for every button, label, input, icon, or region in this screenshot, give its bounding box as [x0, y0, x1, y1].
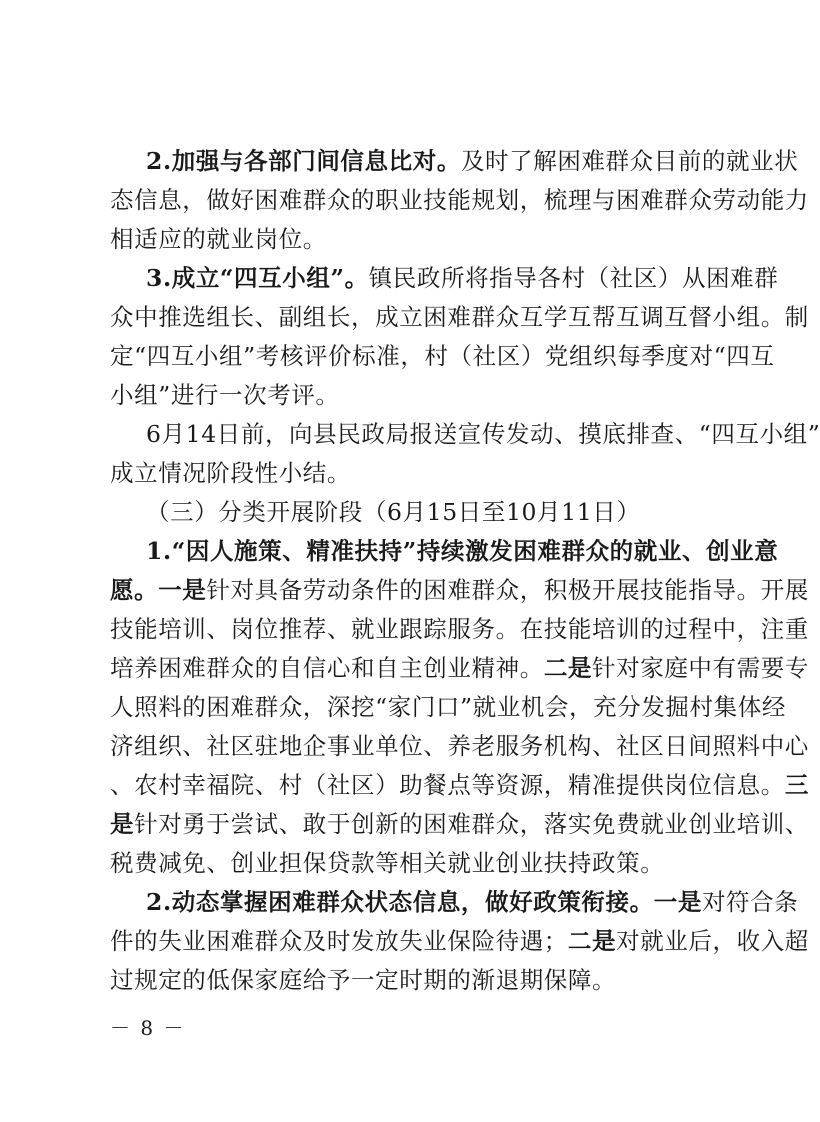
- section2-line1: [146, 146, 799, 176]
- item1-heading-line1: 1.“因人施策、精准扶持”持续激发困难群众的就业、创业意: [146, 537, 779, 565]
- section2-heading: 2.加强与各部门间信息比对。: [146, 147, 461, 175]
- deadline-note-line1: 6月14日前，向县民政局报送宣传发动、摸底排查、“四互小组”: [146, 420, 820, 448]
- item1-line2: [110, 575, 809, 605]
- item1-line3: 技能培训、岗位推荐、就业跟踪服务。在技能培训的过程中，注重: [110, 615, 809, 643]
- section3-heading: 3.成立“四互小组”。: [146, 264, 369, 292]
- page-number: － 8 －: [110, 1016, 186, 1040]
- item1-label-three-b: 是: [110, 810, 135, 838]
- section2-line3: 相适应的就业岗位。: [110, 225, 327, 253]
- item1-line5: 人照料的困难群众，深挖“家门口”就业机会，充分发掘村集体经: [110, 693, 786, 721]
- item2-line2-start: 件的失业困难群众及时发放失业保险待遇；: [110, 927, 568, 955]
- section3-line1: [146, 263, 779, 293]
- item2-line2-rest: 对就业后，收入超: [616, 927, 809, 955]
- deadline-note-line2: 成立情况阶段性小结。: [110, 459, 351, 487]
- item1-heading-line2: 愿。: [110, 576, 159, 604]
- item1-label-one: 一是: [158, 576, 207, 604]
- item1-line4: [110, 653, 809, 683]
- item1-line2-text: 针对具备劳动条件的困难群众，积极开展技能指导。开展: [206, 576, 809, 604]
- section3-line1-text: 镇民政所将指导各村（社区）从困难群: [368, 264, 779, 292]
- item2-line2: [110, 926, 809, 956]
- item1-line4-rest: 针对家庭中有需要专: [592, 654, 809, 682]
- item2-line3: 过规定的低保家庭给予一定时期的渐退期保障。: [110, 966, 617, 994]
- item1-line9: 税费减免、创业担保贷款等相关就业创业扶持政策。: [110, 849, 665, 877]
- item1-label-three-a: 三: [784, 771, 809, 799]
- item1-line6: 济组织、社区驻地企事业单位、养老服务机构、社区日间照料中心: [110, 732, 809, 760]
- item1-line8-rest: 针对勇于尝试、敢于创新的困难群众，落实免费就业创业培训、: [134, 810, 809, 838]
- section3-line3: 定“四互小组”考核评价标准，村（社区）党组织每季度对“四互: [110, 342, 775, 370]
- item2-label-two: 二是: [567, 927, 617, 955]
- item2-line1-rest: 对符合条: [701, 888, 799, 916]
- section2-line1-text: 及时了解困难群众目前的就业状: [460, 147, 799, 175]
- section3-line2: 众中推选组长、副组长，成立困难群众互学互帮互调互督小组。制: [110, 303, 809, 331]
- item2-label-one: 一是: [653, 888, 702, 916]
- phase-heading: （三）分类开展阶段（6月15日至10月11日）: [146, 498, 641, 526]
- item1-line7: [110, 770, 809, 800]
- section3-line4: 小组”进行一次考评。: [110, 381, 340, 409]
- item1-line4-start: 培养困难群众的自信心和自主创业精神。: [110, 654, 544, 682]
- item1-line7-start: 、农村幸福院、村（社区）助餐点等资源，精准提供岗位信息。: [110, 771, 785, 799]
- item1-line8: [110, 809, 809, 839]
- item2-line1: [146, 887, 799, 917]
- item1-label-two: 二是: [543, 654, 593, 682]
- section2-line2: 态信息，做好困难群众的职业技能规划，梳理与困难群众劳动能力: [110, 186, 809, 214]
- item2-heading: 2.动态掌握困难群众状态信息，做好政策衔接。: [146, 888, 654, 916]
